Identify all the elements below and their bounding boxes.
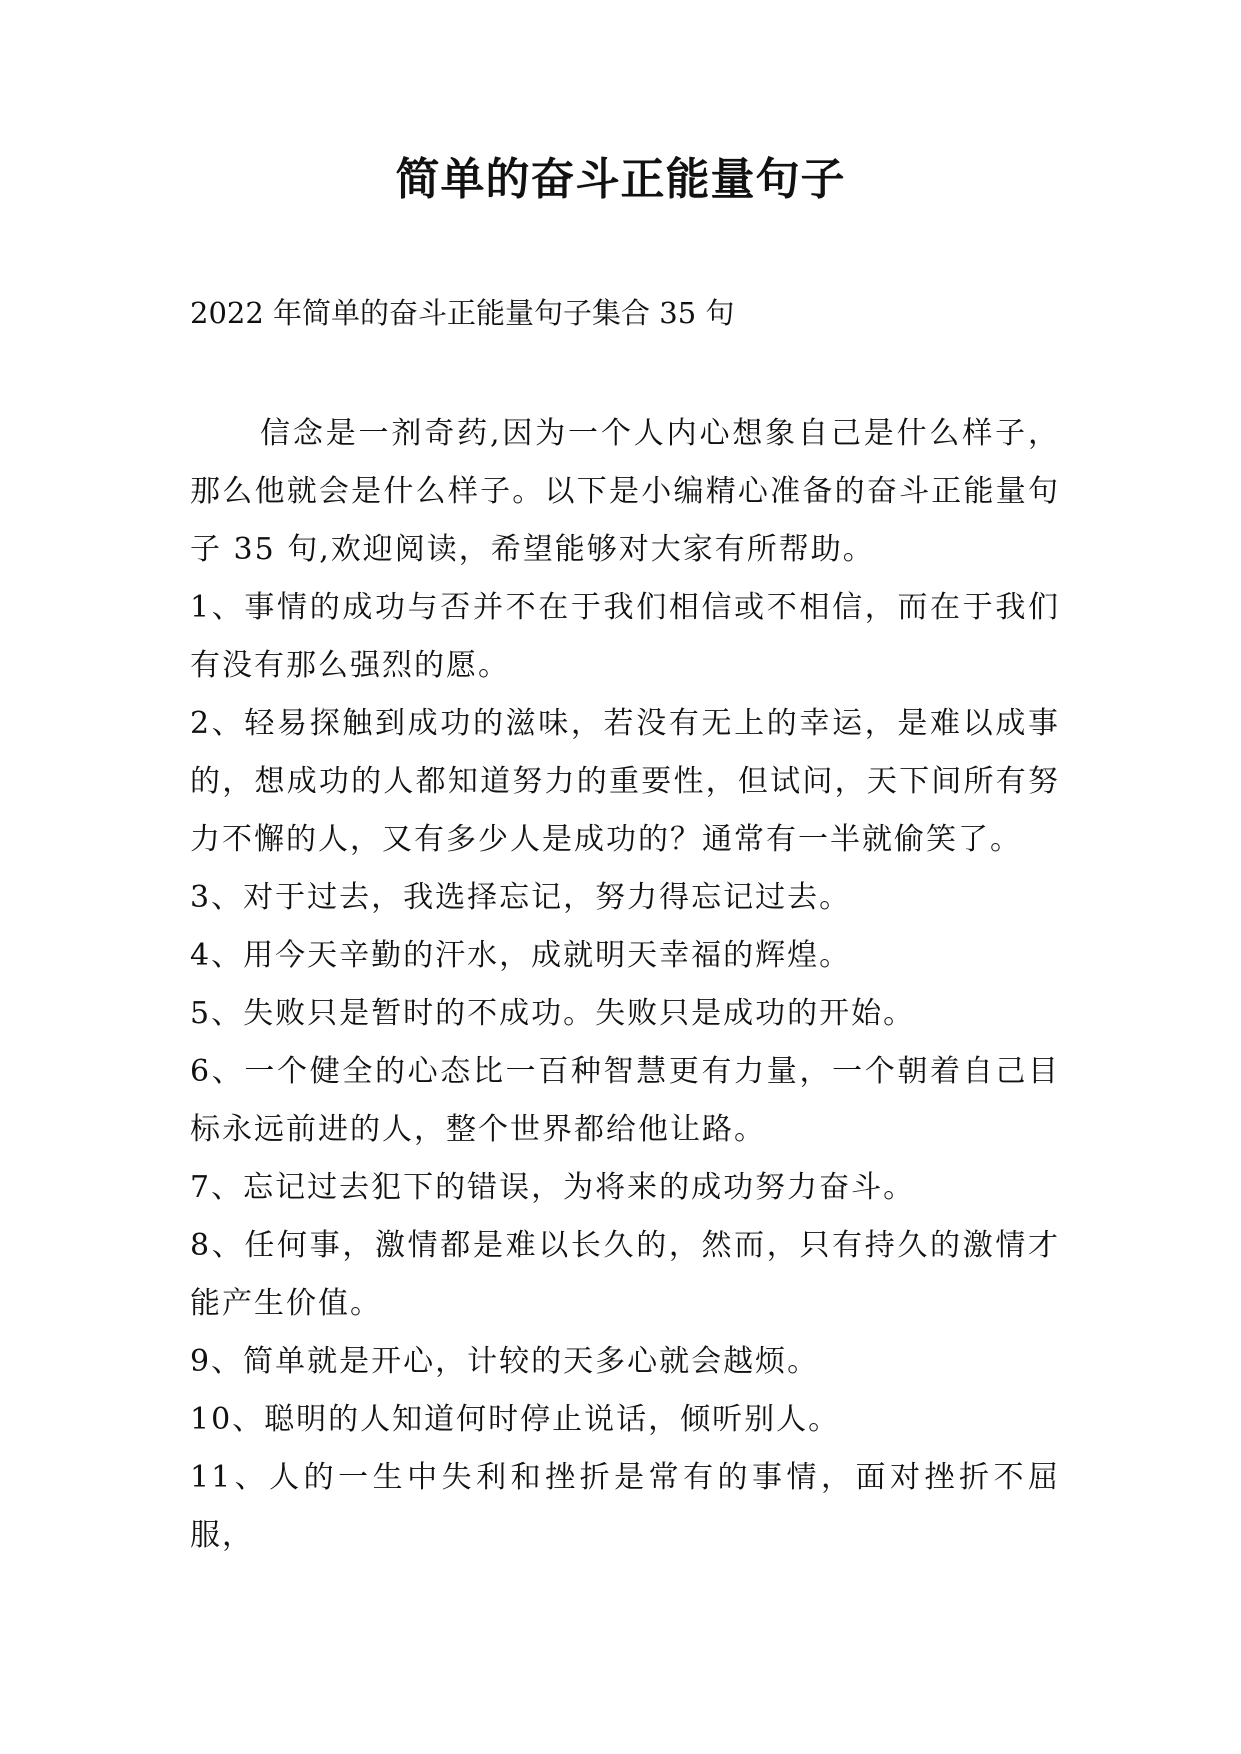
list-item: 3、对于过去，我选择忘记，努力得忘记过去。 bbox=[190, 880, 852, 915]
list-item: 4、用今天辛勤的汗水，成就明天幸福的辉煌。 bbox=[190, 938, 852, 973]
intro-paragraph: 信念是一剂奇药,因为一个人内心想象自己是什么样子，那么他就会是什么样子。以下是小编精心准备的奋斗正能量句子 35 句,欢迎阅读，希望能够对大家有所帮助。 bbox=[190, 416, 1060, 567]
list-item: 5、失败只是暂时的不成功。失败只是成功的开始。 bbox=[190, 996, 916, 1031]
list-item: 9、简单就是开心，计较的天多心就会越烦。 bbox=[190, 1344, 820, 1379]
list-item: 7、忘记过去犯下的错误，为将来的成功努力奋斗。 bbox=[190, 1170, 916, 1205]
list-item: 10、聪明的人知道何时停止说话，倾听别人。 bbox=[190, 1402, 841, 1437]
document-subtitle: 2022 年简单的奋斗正能量句子集合 35 句 bbox=[190, 296, 735, 330]
list-item: 1、事情的成功与否并不在于我们相信或不相信，而在于我们有没有那么强烈的愿。 bbox=[190, 590, 1060, 683]
list-item: 11、人的一生中失利和挫折是常有的事情，面对挫折不屈服， bbox=[190, 1460, 1060, 1553]
document-title: 简单的奋斗正能量句子 bbox=[395, 154, 846, 205]
list-item: 6、一个健全的心态比一百种智慧更有力量，一个朝着自己目标永远前进的人，整个世界都给他让路。 bbox=[190, 1054, 1060, 1147]
list-item: 8、任何事，激情都是难以长久的，然而，只有持久的激情才能产生价值。 bbox=[190, 1228, 1060, 1321]
document-body bbox=[190, 405, 1060, 1565]
list-item: 2、轻易探触到成功的滋味，若没有无上的幸运，是难以成事的，想成功的人都知道努力的重要性，但试问，天下间所有努力不懈的人，又有多少人是成功的？通常有一半就偷笑了。 bbox=[190, 706, 1060, 857]
